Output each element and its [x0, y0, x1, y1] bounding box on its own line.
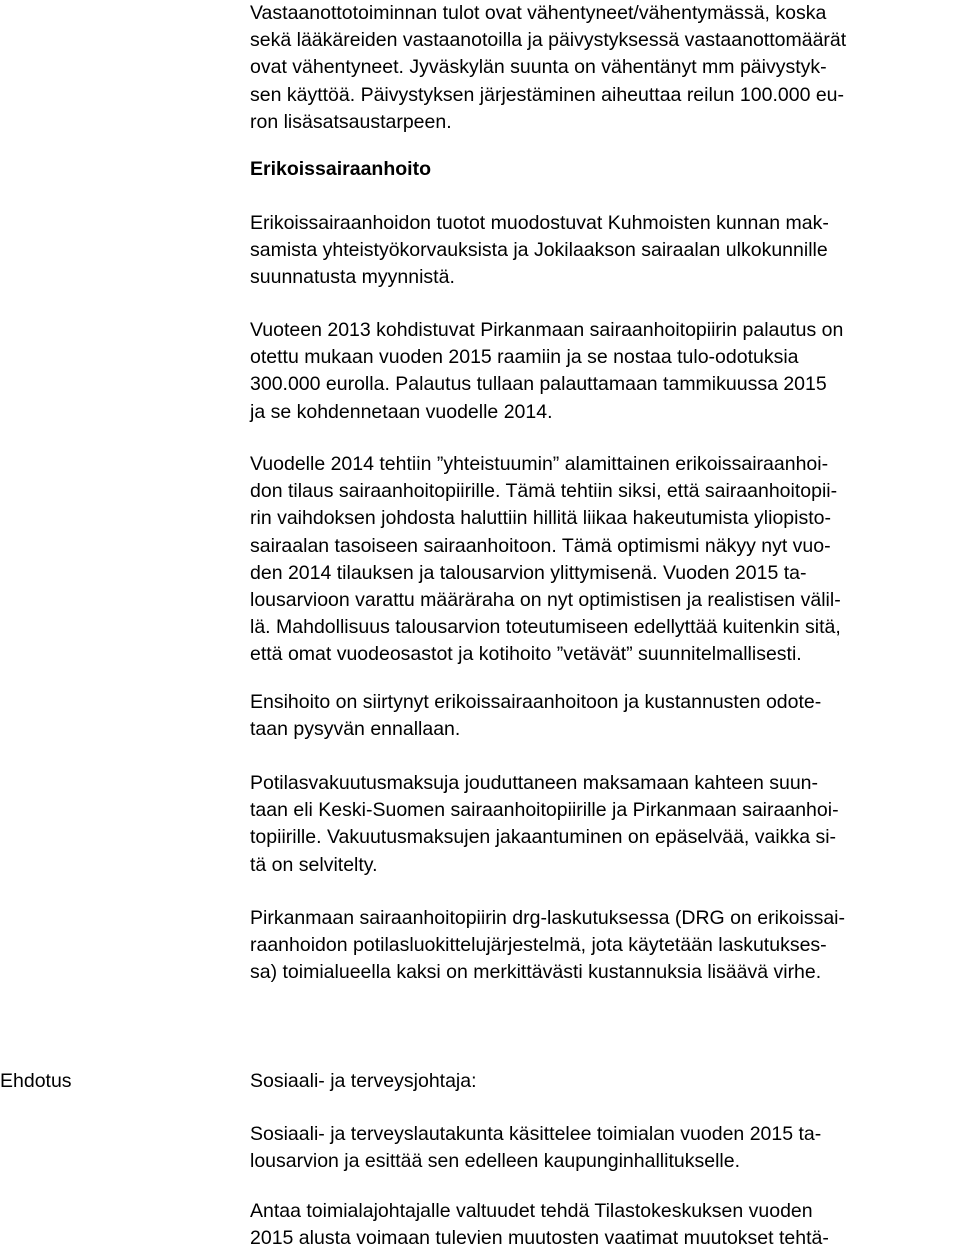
paragraph: Vuodelle 2014 tehtiin ”yhteistuumin” alamittainen erikoissairaanhoi- don tilaus sairaanhoitopiirille. Tämä tehtiin siksi, että sairaanhoitopii- rin vaihdoksen johdosta haluttiin hillitä liikaa hakeutumista yliopisto- sairaalan tasoiseen sairaanhoitoon. Tämä optimismi näkyy nyt vuo- den 2014 tilauksen ja talousarvion ylittymisenä. Vuoden 2015 ta- lousarvioon varattu määräraha on nyt optimistisen ja realistisen välil- lä. Mahdollisuus talousarvion toteutumiseen edellyttää kuitenkin sitä, että omat vuodeosastot ja kotihoito ”vetävät” suunnitelmallisesti.: [250, 453, 841, 666]
section-heading: Erikoissairaanhoito: [250, 158, 431, 180]
proposal-paragraph: Antaa toimialajohtajalle valtuudet tehdä Tilastokeskuksen vuoden 2015 alusta voimaan tulevien muutosten vaatimat muutokset tehtä-: [250, 1200, 829, 1250]
paragraph-1-block: [250, 210, 960, 292]
intro-paragraph: Vastaanottotoiminnan tulot ovat vähentyneet/vähentymässä, koska sekä lääkäreiden vastaanotoilla ja päivystyksessä vastaanottomäärät ovat vähentyneet. Jyväskylän suunta on vähentänyt mm päivystyk- sen käyttöä. Päivystyksen järjestäminen aiheuttaa reilun 100.000 eu- ron lisäsatsaustarpeen.: [250, 2, 847, 133]
proposal-paragraph: Sosiaali- ja terveyslautakunta käsittelee toimialan vuoden 2015 ta- lousarvion ja esittää sen edelleen kaupunginhallitukselle.: [250, 1123, 822, 1173]
proposal-paragraph-2-block: [250, 1198, 960, 1252]
proposal-paragraph-1-block: [250, 1121, 960, 1175]
proposal-presenter-block: [250, 1068, 960, 1095]
paragraph: Potilasvakuutusmaksuja jouduttaneen maksamaan kahteen suun- taan eli Keski-Suomen sairaanhoitopiirille ja Pirkanmaan sairaanhoi- topiirille. Vakuutusmaksujen jakaantuminen on epäselvää, vaikka si- tä on selvitelty.: [250, 772, 839, 876]
proposal-presenter: Sosiaali- ja terveysjohtaja:: [250, 1070, 477, 1092]
paragraph: Erikoissairaanhoidon tuotot muodostuvat Kuhmoisten kunnan mak- samista yhteistyökorvauksista ja Jokilaakson sairaalan ulkokunnille suunnatusta myynnistä.: [250, 212, 829, 289]
paragraph: Ensihoito on siirtynyt erikoissairaanhoitoon ja kustannusten odote- taan pysyvän ennallaan.: [250, 691, 822, 741]
proposal-label: Ehdotus: [0, 1070, 72, 1092]
paragraph: Vuoteen 2013 kohdistuvat Pirkanmaan sairaanhoitopiirin palautus on otettu mukaan vuoden 2015 raamiin ja se nostaa tulo-odotuksia 300.000 eurolla. Palautus tullaan palauttamaan tammikuussa 2015 ja se kohdennetaan vuodelle 2014.: [250, 319, 844, 423]
paragraph-5-block: [250, 770, 960, 879]
paragraph-3-block: [250, 451, 960, 669]
intro-block: [250, 0, 960, 136]
paragraph: Pirkanmaan sairaanhoitopiirin drg-laskutuksessa (DRG on erikoissai- raanhoidon potilasluokittelujärjestelmä, jota käytetään laskutukses- sa) toimialueella kaksi on merkittävästi kustannuksia lisäävä virhe.: [250, 907, 845, 984]
paragraph-6-block: [250, 905, 960, 987]
paragraph-4-block: [250, 689, 960, 743]
section-heading-block: [250, 156, 960, 183]
paragraph-2-block: [250, 317, 960, 426]
